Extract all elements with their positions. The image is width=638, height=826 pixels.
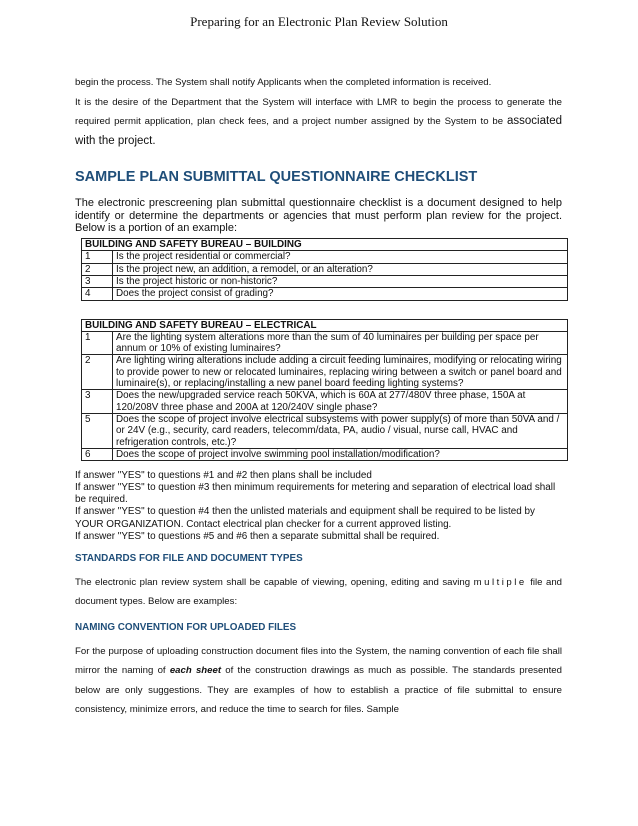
electrical-table [81,319,568,462]
table-row [82,390,568,414]
section-title: SAMPLE PLAN SUBMITTAL QUESTIONNAIRE CHECKLIST [75,169,478,185]
row-question: Is the project new, an addition, a remodel, or an alteration? [113,263,568,275]
naming-text-b: of the construction drawings as much as possible. The standards presented below are only suggestions. They are examples of how to establish a practice of file submittal to ensure consistency, minimize errors, and reduce the time to search for files. Sample [75,665,562,716]
answer-note: If answer "YES" to questions #5 and #6 then a separate submittal shall be required. [75,530,440,542]
section-paragraph: The electronic prescreening plan submittal questionnaire checklist is a document designed to help identify or determine the departments or agencies that must perform plan review for the project. Below is a portion of an example: [75,197,562,235]
table-row [82,413,568,448]
row-number: 2 [82,263,113,275]
table-row [82,331,568,355]
answer-note: If answer "YES" to question #3 then minimum requirements for metering and separation of electrical load shall be required. [75,482,556,506]
row-number: 2 [82,355,113,390]
table-row [82,355,568,390]
standards-text-a: The electronic plan review system shall be capable of viewing, opening, editing and saving [75,576,471,588]
document-body [75,73,562,720]
table-header-row [82,239,568,251]
intro-text-2: It is the desire of the Department that the System will interface with LMR to begin the process to generate the required permit application, plan check fees, and a project number assigned by the System [75,96,562,127]
row-question: Are the lighting system alterations more than the sum of 40 luminaires per building per space per annum or 10% of existing luminaires? [113,331,568,355]
intro-text-1: begin the process. The System shall notify Applicants when the completed information is received. [75,77,492,88]
standards-heading: STANDARDS FOR FILE AND DOCUMENT TYPES [75,552,303,564]
row-number: 3 [82,390,113,414]
table-header-row [82,319,568,331]
table-row [82,288,568,300]
electrical-table-title: BUILDING AND SAFETY BUREAU – ELECTRICAL [82,319,568,331]
row-question: Are lighting wiring alterations include adding a circuit feeding luminaires, modifying or relocating wiring to provide power to new or relocated luminaires, replacing wiring between a switch or panel board and luminaire(s), or replacing/installing a new panel board feeding lighting systems? [113,355,568,390]
answer-note: If answer "YES" to question #4 then the unlisted materials and equipment shall be required to be listed by YOUR ORGANIZATION. Contact electrical plan checker for a current approved listing. [75,506,535,530]
row-question: Does the new/upgraded service reach 50KVA, which is 60A at 277/480V three phase, 150A at 120/208V three phase and 200A at 120/240V single phase? [113,390,568,414]
row-number: 1 [82,251,113,263]
intro-line-1 [75,73,562,93]
row-number: 5 [82,413,113,448]
standards-text-b: file and document types. Below are examples: [75,576,563,608]
table-row [82,251,568,263]
intro-text-3b: associated with the project. [75,115,562,147]
table-row [82,276,568,288]
answer-notes [75,470,562,543]
row-question: Does the scope of project involve swimming pool installation/modification? [113,448,568,460]
row-number: 3 [82,276,113,288]
running-header: Preparing for an Electronic Plan Review Solution [190,14,448,29]
naming-text-emphasis: each sheet [169,665,222,677]
row-question: Does the scope of project involve electrical subsystems with power supply(s) of more than 50VA and / or 24V (e.g., security, card readers, telecomm/data, PA, audio / visual, nurse call, HVAC and refrigeration controls, etc.)? [113,413,568,448]
row-question: Does the project consist of grading? [113,288,568,300]
table-row [82,448,568,460]
intro-paragraph [75,93,562,152]
row-question: Is the project historic or non-historic? [113,276,568,288]
answer-note: If answer "YES" to questions #1 and #2 then plans shall be included [75,470,372,482]
intro-text-3a: to be [480,116,504,127]
standards-paragraph [75,573,562,612]
building-table [81,238,568,300]
naming-text-a: For the purpose of uploading construction document files into the System, the naming convention of each file shall mirror the naming of [75,645,562,677]
row-number: 4 [82,288,113,300]
naming-heading: NAMING CONVENTION FOR UPLOADED FILES [75,621,297,633]
naming-paragraph [75,642,562,720]
standards-text-wide: multiple [473,576,527,588]
table-row [82,263,568,275]
row-number: 6 [82,448,113,460]
building-table-title: BUILDING AND SAFETY BUREAU – BUILDING [82,239,568,251]
row-number: 1 [82,331,113,355]
row-question: Is the project residential or commercial? [113,251,568,263]
